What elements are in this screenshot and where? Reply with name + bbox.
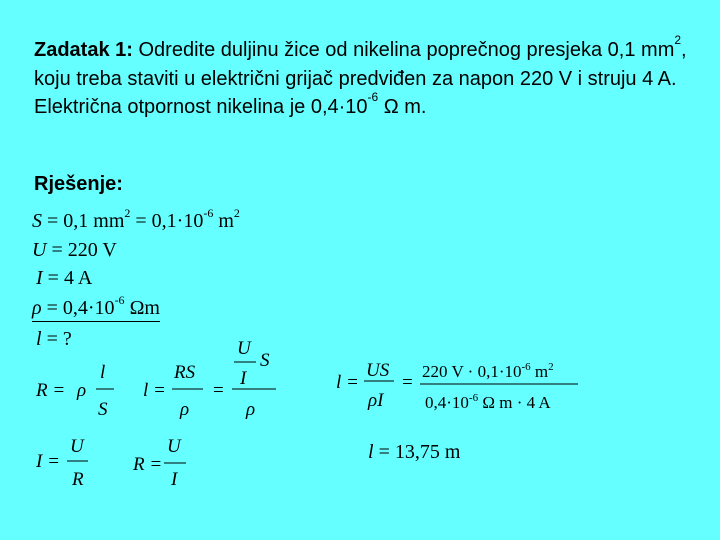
f5-num: U <box>167 436 181 457</box>
given-sup: 2 <box>124 206 131 220</box>
result-value: = 13,75 m <box>373 441 461 463</box>
f5-lhs: R = <box>133 454 163 475</box>
f1-rho: ρ <box>77 380 87 401</box>
given-sym: ρ <box>32 297 42 319</box>
given-value: = 4 A <box>42 267 93 289</box>
f2-num2b: S <box>260 350 270 371</box>
task-sup-1: 2 <box>674 33 682 47</box>
task-sup-2: -6 <box>367 90 379 104</box>
given-value: = ? <box>41 328 72 350</box>
task-text-2: , koju treba staviti u električni grijač predviđen za napon 220 V i struju 4 A. Električna otpornost nikelina je 0,4·10 <box>34 39 687 118</box>
f3-den2: $0,4\cdot 10^{-6}$ Ω m · 4 A <box>425 392 551 412</box>
f2-den2a: I <box>240 368 247 389</box>
f2-eq: = <box>213 380 224 401</box>
given-sym: l <box>36 328 42 350</box>
given-value: = 0,4·10 <box>41 297 115 319</box>
f4-lhs: I = <box>36 451 60 472</box>
f3-den: ρI <box>368 390 384 411</box>
task-title: Zadatak 1: <box>34 39 133 61</box>
given-value: = 0,1·10 <box>130 210 204 232</box>
f2-lhs: l = <box>143 380 166 401</box>
f3-eq: = <box>402 372 413 393</box>
given-value: = 220 V <box>46 239 117 261</box>
given-sup: -6 <box>203 206 214 220</box>
f3-lhs: l = <box>336 372 359 393</box>
f2-num2: U <box>237 338 251 359</box>
f2-num: RS <box>174 362 196 383</box>
given-value: m <box>213 210 234 232</box>
result-sym: l <box>368 441 374 463</box>
task-text-3: Ω m. <box>378 96 427 118</box>
f3-num2: 220 $V \cdot 0,1\cdot 10^{-6}$ $m^2$ <box>422 361 554 381</box>
f4-num: U <box>70 436 84 457</box>
given-value: = 0,1 mm <box>42 210 125 232</box>
f5-den: I <box>171 469 178 490</box>
formula-r-u-i <box>132 436 186 490</box>
f3-num: US <box>366 360 390 381</box>
formula-l-numeric <box>336 360 578 412</box>
f1-lhs: R = <box>36 380 66 401</box>
given-sup: 2 <box>233 206 240 220</box>
formula-i-u-r <box>35 436 88 490</box>
formula-r-rho-l-s <box>35 362 114 420</box>
given-sym: S <box>32 210 42 232</box>
f1-den: S <box>98 399 108 420</box>
f1-num: l <box>100 362 106 383</box>
solution-heading: Rješenje: <box>34 173 123 195</box>
result-line <box>368 441 460 464</box>
given-sym: U <box>32 239 47 261</box>
given-sup: -6 <box>114 293 125 307</box>
given-value: Ωm <box>124 297 160 319</box>
f2-den2b: ρ <box>246 399 256 420</box>
given-sym: I <box>36 267 43 289</box>
formula-l-rs-rho <box>143 338 276 420</box>
f4-den: R <box>72 469 84 490</box>
task-text-1: Odredite duljinu žice od nikelina poprečnog presjeka 0,1 mm <box>132 39 675 61</box>
f2-den: ρ <box>180 399 190 420</box>
